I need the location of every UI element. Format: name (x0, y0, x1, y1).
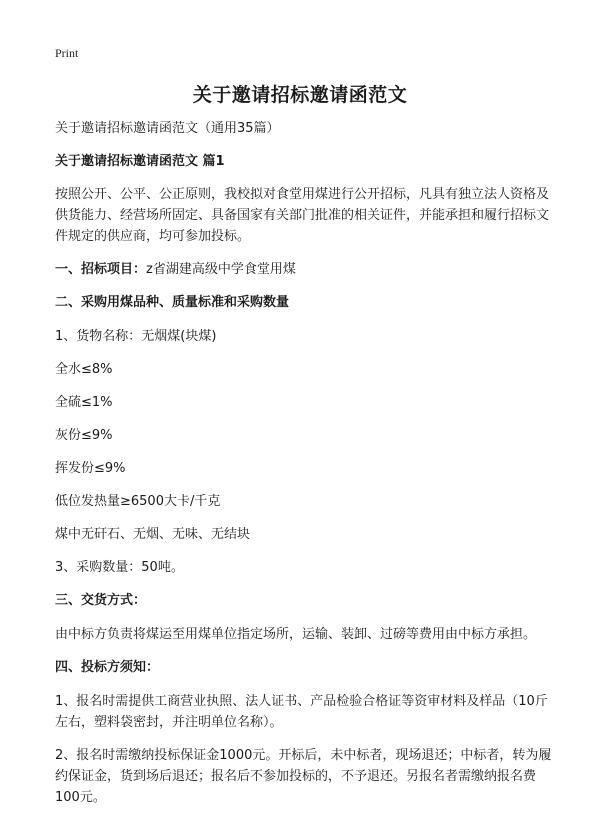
delivery-heading: 三、交货方式： (55, 593, 147, 608)
delivery-paragraph: 由中标方负责将煤运至用煤单位指定场所，运输、装卸、过磅等费用由中标方承担。 (55, 627, 537, 642)
intro-paragraph: 按照公开、公平、公正原则，我校拟对食堂用煤进行公开招标，凡具有独立法人资格及供货能力、经营场所固定、具备国家有关部门批准的相关证件，并能承担和履行招标文件规定的供应商，均可参加投标。 (55, 187, 550, 244)
tender-project-label: 一、招标项目： (55, 262, 147, 277)
notice-item-1: 1、报名时需提供工商营业执照、法人证书、产品检验合格证等资审材料及样品（10斤左右，塑料袋密封，并注明单位名称）。 (55, 694, 548, 730)
document-subtitle: 关于邀请招标邀请函范文（通用35篇） (55, 121, 280, 136)
goods-name: 1、货物名称：无烟煤(块煤) (55, 329, 217, 344)
spec-water: 全水≤8% (55, 362, 113, 377)
purchase-quantity: 3、采购数量：50吨。 (55, 560, 184, 575)
bidder-notice-heading: 四、投标方须知： (55, 660, 160, 675)
spec-volatile: 挥发份≤9% (55, 461, 126, 476)
spec-clean: 煤中无矸石、无烟、无味、无结块 (55, 527, 251, 542)
tender-project-value: z省湖建高级中学食堂用煤 (146, 262, 296, 277)
section-title: 关于邀请招标邀请函范文 篇1 (55, 154, 225, 169)
document-body (55, 118, 555, 820)
coal-spec-heading: 二、采购用煤品种、质量标准和采购数量 (55, 295, 290, 310)
print-label: Print (55, 46, 79, 60)
page-title: 关于邀请招标邀请函范文 (192, 84, 408, 106)
spec-sulfur: 全硫≤1% (55, 395, 113, 410)
notice-item-2: 2、报名时需缴纳投标保证金1000元。开标后，未中标者，现场退还；中标者，转为履约保证金，货到场后退还；报名后不参加投标的，不予退还。另报名者需缴纳报名费100元。 (55, 748, 552, 805)
spec-heat: 低位发热量≥6500大卡/千克 (55, 494, 221, 509)
tender-project-line (55, 259, 555, 280)
spec-ash: 灰份≤9% (55, 428, 113, 443)
